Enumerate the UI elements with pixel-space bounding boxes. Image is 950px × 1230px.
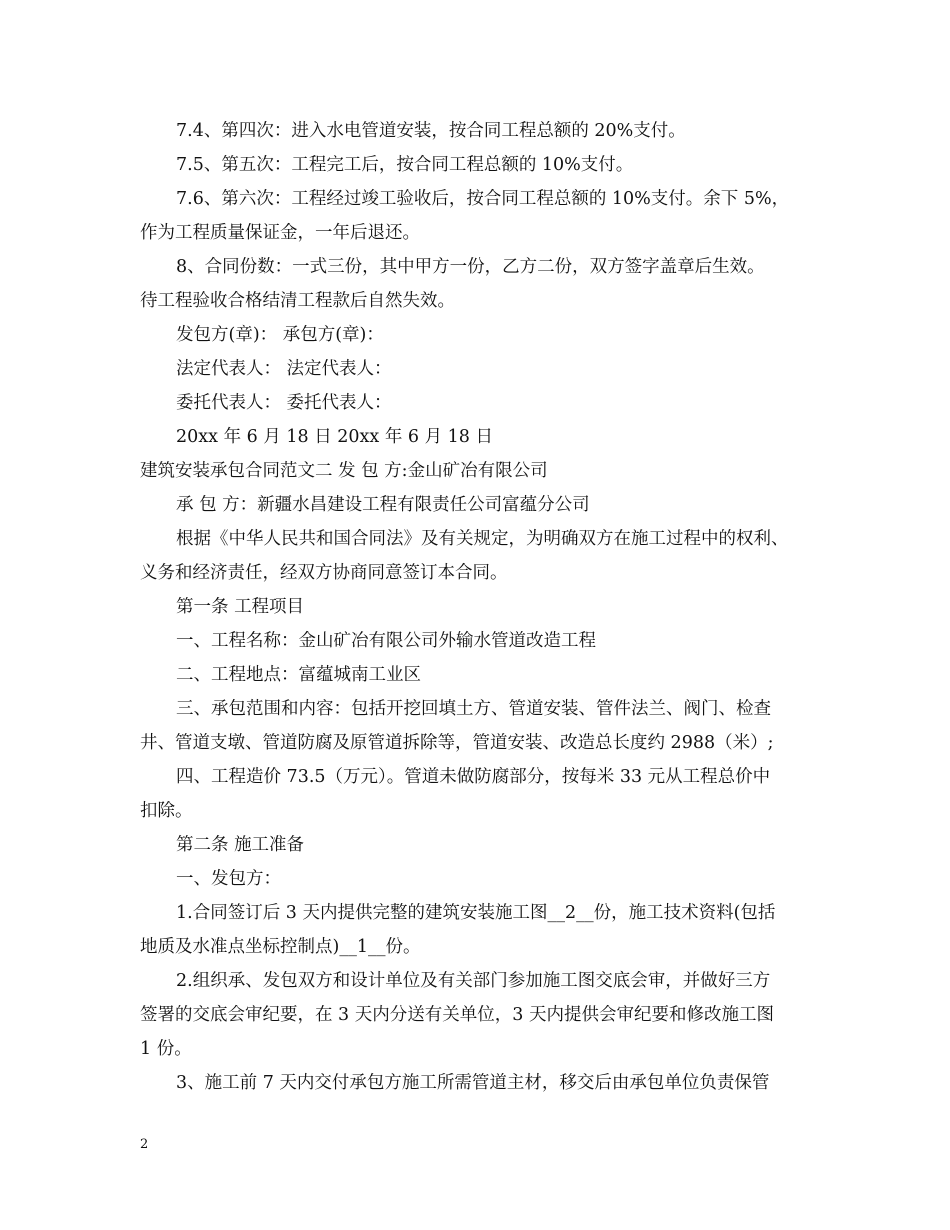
paragraph-line: 7.6、第六次：工程经过竣工验收后，按合同工程总额的 10%支付。余下 5%， [176, 189, 790, 209]
paragraph-line: 作为工程质量保证金，一年后退还。 [140, 223, 420, 243]
page-number: 2 [140, 1137, 149, 1152]
section-heading-line: 建筑安装承包合同范文二 发 包 方:金山矿冶有限公司 [140, 461, 548, 481]
article-heading: 第二条 施工准备 [176, 835, 305, 855]
paragraph-line: 地质及水准点坐标控制点)__1__份。 [140, 937, 421, 957]
paragraph-line: 7.4、第四次：进入水电管道安装，按合同工程总额的 20%支付。 [176, 121, 686, 141]
article-heading: 第一条 工程项目 [176, 597, 305, 617]
paragraph-line: 根据《中华人民共和国合同法》及有关规定，为明确双方在施工过程中的权利、 [176, 529, 789, 549]
paragraph-line: 1 份。 [140, 1039, 192, 1059]
paragraph-line: 7.5、第五次：工程完工后，按合同工程总额的 10%支付。 [176, 155, 634, 175]
signature-line: 发包方(章)： 承包方(章)： [176, 325, 384, 345]
paragraph-line: 扣除。 [140, 801, 193, 821]
paragraph-line: 一、发包方： [176, 869, 281, 889]
paragraph-line: 三、承包范围和内容：包括开挖回填土方、管道安装、管件法兰、阀门、检查 [176, 699, 771, 719]
paragraph-line: 1.合同签订后 3 天内提供完整的建筑安装施工图__2__份，施工技术资料(包括 [176, 903, 776, 923]
paragraph-line: 待工程验收合格结清工程款后自然失效。 [140, 291, 455, 311]
paragraph-line: 8、合同份数：一式三份，其中甲方一份，乙方二份，双方签字盖章后生效。 [176, 257, 765, 277]
paragraph-line: 井、管道支墩、管道防腐及原管道拆除等，管道安装、改造总长度约 2988（米）; [140, 733, 774, 753]
paragraph-line: 义务和经济责任，经双方协商同意签订本合同。 [140, 563, 508, 583]
paragraph-line: 四、工程造价 73.5（万元）。管道未做防腐部分，按每米 33 元从工程总价中 [176, 767, 771, 787]
paragraph-line: 签署的交底会审纪要，在 3 天内分送有关单位，3 天内提供会审纪要和修改施工图 [140, 1005, 774, 1025]
signature-line: 法定代表人： 法定代表人： [176, 359, 392, 379]
signature-line: 委托代表人： 委托代表人： [176, 393, 392, 413]
paragraph-line: 一、工程名称：金山矿冶有限公司外输水管道改造工程 [176, 631, 596, 651]
paragraph-line: 2.组织承、发包双方和设计单位及有关部门参加施工图交底会审，并做好三方 [176, 971, 771, 991]
date-line: 20xx 年 6 月 18 日 20xx 年 6 月 18 日 [176, 427, 494, 447]
party-line: 承 包 方：新疆水昌建设工程有限责任公司富蕴分公司 [176, 495, 590, 515]
paragraph-line: 二、工程地点：富蕴城南工业区 [176, 665, 421, 685]
paragraph-line: 3、施工前 7 天内交付承包方施工所需管道主材，移交后由承包单位负责保管 [176, 1073, 770, 1093]
